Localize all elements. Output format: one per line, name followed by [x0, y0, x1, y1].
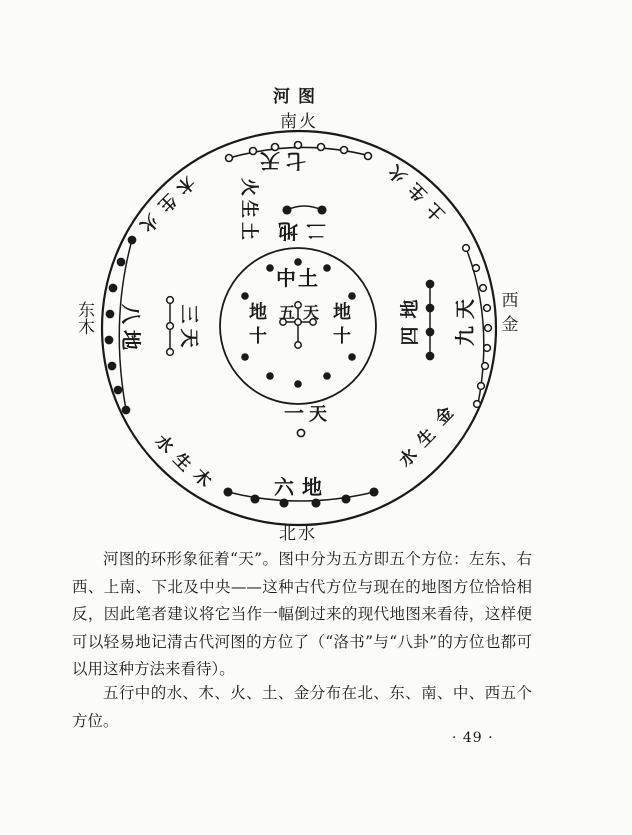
- svg-text:生: 生: [168, 449, 195, 476]
- svg-text:火: 火: [385, 160, 412, 187]
- se-label: [395, 402, 458, 471]
- svg-text:木: 木: [171, 171, 198, 198]
- west-outer-label-2: 九: [453, 326, 477, 346]
- fire-label-2: 生: [238, 200, 259, 218]
- page-number: · 49 ·: [452, 730, 494, 746]
- svg-text:水: 水: [395, 445, 422, 472]
- north-inner-dot: [297, 429, 304, 436]
- center-right-label-top: 地: [333, 302, 351, 323]
- north-inner-label-1: 一: [284, 401, 304, 425]
- south-inner-chain: [283, 206, 326, 214]
- east-outer-label-2: 地: [119, 330, 143, 350]
- west-inner-chain: [426, 280, 433, 359]
- west-inner-label-1: 地: [399, 299, 421, 319]
- label-north: 北水: [279, 524, 317, 544]
- east-inner-label-1: 三: [178, 304, 200, 324]
- north-outer-label: 六地: [274, 475, 330, 499]
- svg-text:火: 火: [135, 209, 162, 236]
- paragraph-1: 河图的环形象征着“天”。图中分为五方即五个方位：左东、右西、上南、下北及中央——这种古代方位与现在的地图方位恰恰相反，因此笔者建议将它当作一幅倒过来的现代地图来看待，这样便可以轻易地记清古代河图的方位了（“洛书”与“八卦”的方位也都可以用这种方法来看待）。: [72, 550, 532, 678]
- center-right-label-bottom: 十: [333, 326, 351, 347]
- west-inner-label-2: 四: [399, 326, 421, 346]
- east-inner-chain: [167, 297, 174, 356]
- sw-label: [151, 431, 216, 492]
- svg-text:金: 金: [431, 403, 458, 430]
- south-inner-label: 二地: [270, 219, 326, 243]
- fire-label-1: 火: [238, 178, 259, 196]
- svg-text:木: 木: [188, 465, 215, 492]
- svg-text:土: 土: [423, 198, 450, 225]
- east-outer-label-1: 八: [119, 304, 143, 324]
- outer-ring: [102, 131, 496, 525]
- svg-text:生: 生: [413, 425, 440, 452]
- diagram-title: 河图: [273, 87, 323, 107]
- center-left-label-bottom: 十: [249, 326, 267, 347]
- fire-label-3: 土: [238, 222, 259, 240]
- paragraph-2: 五行中的水、木、火、土、金分布在北、东、南、中、西五个方位。: [72, 684, 532, 730]
- center-left-label-top: 地: [249, 302, 267, 323]
- center-heaven-label: 天: [302, 303, 320, 322]
- center-top-label: 中土: [276, 266, 320, 290]
- north-inner-label-2: 天: [309, 404, 327, 425]
- label-east: 东木: [74, 301, 94, 335]
- svg-text:水: 水: [150, 431, 177, 458]
- west-outer-label-1: 天: [453, 299, 477, 319]
- label-south: 南火: [280, 112, 318, 132]
- svg-text:生: 生: [405, 178, 432, 205]
- svg-text:生: 生: [153, 189, 180, 216]
- south-outer-label: 七天: [254, 149, 306, 173]
- center-five-label: 五: [278, 303, 296, 322]
- label-west-1: 西: [501, 291, 519, 311]
- label-west-2: 金: [501, 315, 519, 335]
- east-inner-label-2: 天: [178, 328, 200, 348]
